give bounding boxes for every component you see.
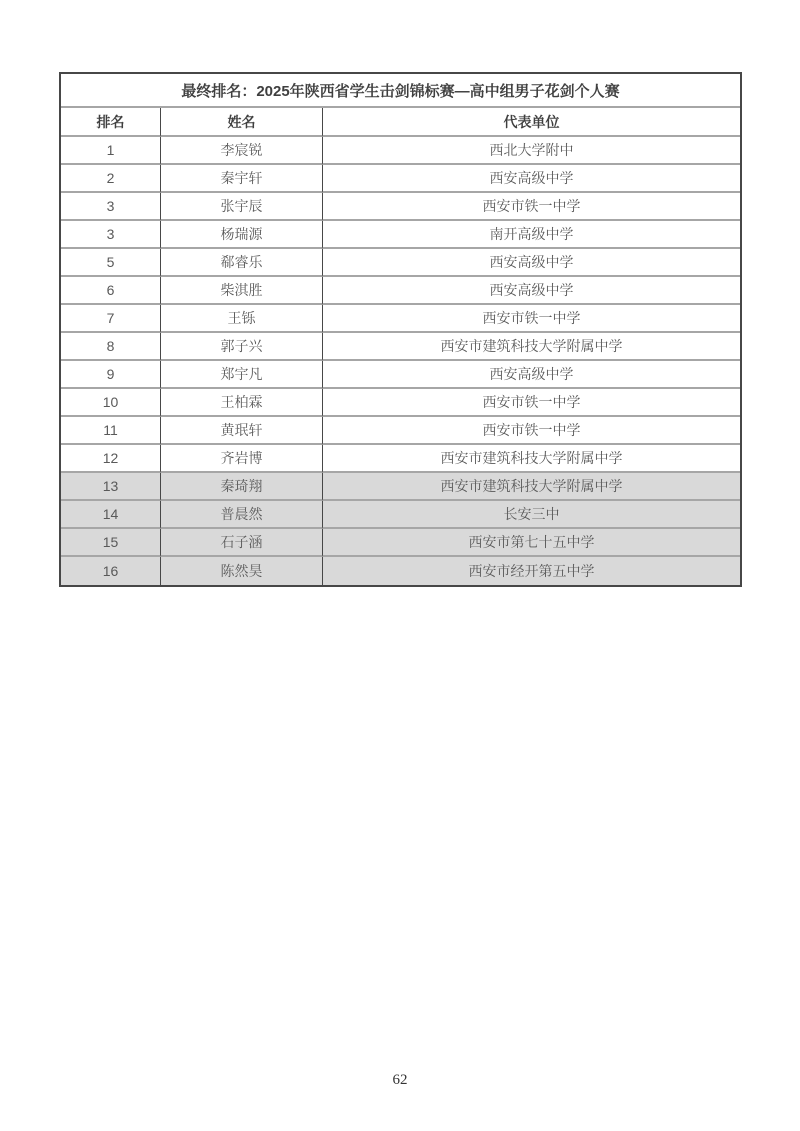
table-row (61, 501, 740, 529)
unit-cell: 西安市铁一中学 (322, 193, 740, 221)
unit-cell: 西安市铁一中学 (322, 417, 740, 445)
name-cell: 王铄 (160, 305, 322, 333)
unit-cell: 西安高级中学 (322, 361, 740, 389)
table-row (61, 389, 740, 417)
name-cell: 齐岩博 (160, 445, 322, 473)
final-ranking-table (59, 72, 742, 587)
column-header-unit: 代表单位 (322, 108, 740, 137)
unit-cell: 西安市铁一中学 (322, 305, 740, 333)
name-cell: 郗睿乐 (160, 249, 322, 277)
name-cell: 秦琦翔 (160, 473, 322, 501)
rank-cell: 8 (61, 333, 160, 361)
name-cell: 杨瑞源 (160, 221, 322, 249)
table-row (61, 417, 740, 445)
unit-cell: 西安市经开第五中学 (322, 557, 740, 585)
rank-cell: 10 (61, 389, 160, 417)
name-cell: 李宸锐 (160, 137, 322, 165)
column-header-rank: 排名 (61, 108, 160, 137)
column-header-name: 姓名 (160, 108, 322, 137)
unit-cell: 西安高级中学 (322, 277, 740, 305)
unit-cell: 西安市建筑科技大学附属中学 (322, 445, 740, 473)
unit-cell: 西安市铁一中学 (322, 389, 740, 417)
name-cell: 陈然昊 (160, 557, 322, 585)
name-cell: 郭子兴 (160, 333, 322, 361)
table-row (61, 305, 740, 333)
table-header-row (61, 108, 740, 137)
table-row (61, 165, 740, 193)
rank-cell: 5 (61, 249, 160, 277)
table-title-row (61, 74, 740, 108)
unit-cell: 西安市建筑科技大学附属中学 (322, 333, 740, 361)
page-number: 62 (392, 1072, 408, 1088)
name-cell: 郑宇凡 (160, 361, 322, 389)
table-title: 最终排名：2025年陕西省学生击剑锦标赛—高中组男子花剑个人赛 (61, 74, 740, 108)
name-cell: 秦宇轩 (160, 165, 322, 193)
rank-cell: 3 (61, 193, 160, 221)
table-row (61, 361, 740, 389)
table-row (61, 137, 740, 165)
name-cell: 柴淇胜 (160, 277, 322, 305)
rank-cell: 2 (61, 165, 160, 193)
unit-cell: 长安三中 (322, 501, 740, 529)
unit-cell: 南开高级中学 (322, 221, 740, 249)
rank-cell: 16 (61, 557, 160, 585)
unit-cell: 西安高级中学 (322, 249, 740, 277)
table-row (61, 277, 740, 305)
name-cell: 黄珉轩 (160, 417, 322, 445)
table-row (61, 333, 740, 361)
table-row (61, 529, 740, 557)
rank-cell: 14 (61, 501, 160, 529)
rank-cell: 12 (61, 445, 160, 473)
table-row (61, 249, 740, 277)
unit-cell: 西安市第七十五中学 (322, 529, 740, 557)
name-cell: 张宇辰 (160, 193, 322, 221)
name-cell: 王柏霖 (160, 389, 322, 417)
results-table-body (61, 137, 740, 585)
rank-cell: 11 (61, 417, 160, 445)
unit-cell: 西北大学附中 (322, 137, 740, 165)
rank-cell: 3 (61, 221, 160, 249)
rank-cell: 7 (61, 305, 160, 333)
rank-cell: 6 (61, 277, 160, 305)
table-row (61, 445, 740, 473)
rank-cell: 13 (61, 473, 160, 501)
name-cell: 普晨然 (160, 501, 322, 529)
table-row (61, 473, 740, 501)
rank-cell: 15 (61, 529, 160, 557)
name-cell: 石子涵 (160, 529, 322, 557)
table-row (61, 221, 740, 249)
table-row (61, 557, 740, 585)
rank-cell: 9 (61, 361, 160, 389)
rank-cell: 1 (61, 137, 160, 165)
table-row (61, 193, 740, 221)
unit-cell: 西安市建筑科技大学附属中学 (322, 473, 740, 501)
unit-cell: 西安高级中学 (322, 165, 740, 193)
